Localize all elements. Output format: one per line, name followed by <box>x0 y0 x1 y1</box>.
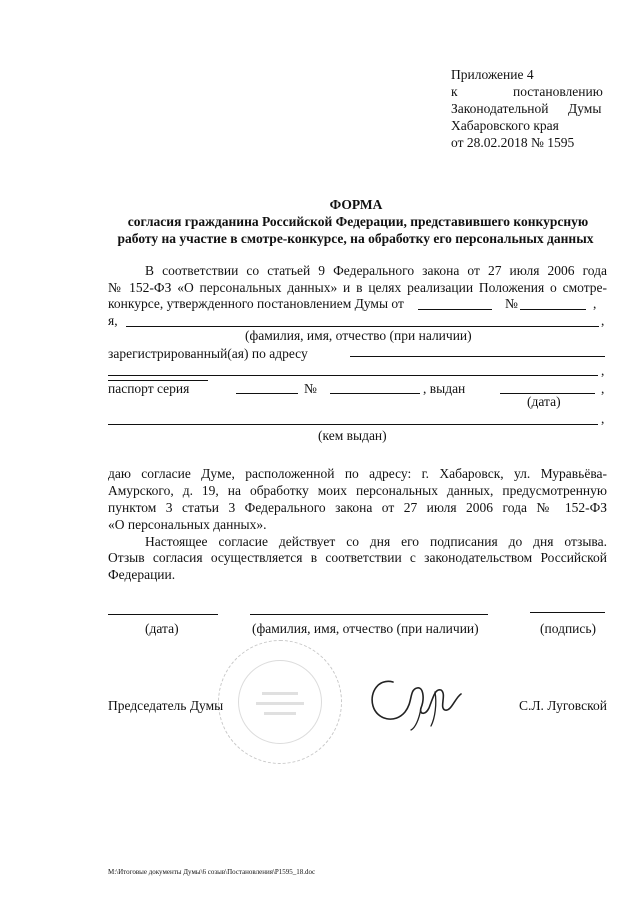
address-comma: , <box>601 363 605 378</box>
passport-number-label: № <box>304 381 317 396</box>
ya-label: я, <box>108 313 118 328</box>
appendix-k: к <box>451 84 458 99</box>
decree-date-field[interactable] <box>418 309 492 310</box>
issue-date-caption: (дата) <box>527 394 561 409</box>
address-field-2[interactable] <box>108 375 598 376</box>
passport-label-underline <box>108 380 208 381</box>
issuer-comma: , <box>601 411 605 426</box>
intro-comma: , <box>593 296 597 311</box>
consent-p2-line-2: Отзыв согласия осуществляется в соответствии с законодательством Российской <box>108 550 607 565</box>
fio-comma: , <box>601 313 605 328</box>
decree-number-field[interactable] <box>520 309 586 310</box>
consent-line-3: пунктом 3 статьи 3 Федерального закона от 27 июля 2006 года № 152-ФЗ <box>108 500 607 515</box>
chair-title: Председатель Думы <box>108 698 224 713</box>
passport-label: паспорт серия <box>108 381 190 396</box>
form-subtitle-2: работу на участие в смотре-конкурсе, на обработку его персональных данных <box>117 231 594 246</box>
sign-fio-field[interactable] <box>250 614 488 615</box>
intro-line-3: конкурсе, утвержденного постановлением Думы от <box>108 296 404 311</box>
registered-label: зарегистрированный(ая) по адресу <box>108 346 308 361</box>
address-field-1[interactable] <box>350 356 605 357</box>
signature-caption: (подпись) <box>540 621 597 636</box>
passport-comma: , <box>601 381 605 396</box>
issuer-caption: (кем выдан) <box>318 428 387 443</box>
appendix-line-1: Приложение 4 <box>451 67 534 82</box>
consent-line-2: Амурского, д. 19, на обработку моих персональных данных, предусмотренную <box>108 483 607 498</box>
consent-line-4: «О персональных данных». <box>108 517 267 532</box>
sign-fio-caption: (фамилия, имя, отчество (при наличии) <box>252 621 479 636</box>
consent-p2-line-1: Настоящее согласие действует со дня его подписания до дня отзыва. <box>145 534 607 549</box>
intro-line-1: В соответствии со статьей 9 Федерального закона от 27 июля 2006 года <box>145 263 607 278</box>
signature-field[interactable] <box>530 612 605 613</box>
chair-name: С.Л. Луговской <box>519 698 607 713</box>
footer-file-path: M:\Итоговые документы Думы\6 созыв\Постановления\P1595_18.doc <box>108 868 316 876</box>
seal-mark-2 <box>256 702 304 705</box>
passport-series-field[interactable] <box>236 393 298 394</box>
consent-p2-line-3: Федерации. <box>108 567 176 582</box>
issuer-field[interactable] <box>108 424 598 425</box>
appendix-dumy: Думы <box>568 101 602 116</box>
appendix-line-4: Хабаровского края <box>451 118 559 133</box>
sign-date-caption: (дата) <box>145 621 179 636</box>
sign-date-field[interactable] <box>108 614 218 615</box>
consent-line-1: даю согласие Думе, расположенной по адресу: г. Хабаровск, ул. Муравьёва- <box>108 466 607 481</box>
handwritten-signature <box>365 668 467 734</box>
seal-mark-1 <box>262 692 298 695</box>
form-subtitle-1: согласия гражданина Российской Федерации, представившего конкурсную <box>127 214 589 229</box>
appendix-zak: Законодательной <box>451 101 549 116</box>
seal-mark-3 <box>264 712 296 715</box>
appendix-line-5: от 28.02.2018 № 1595 <box>451 135 575 150</box>
issued-label: , выдан <box>423 381 466 396</box>
decree-number-label: № <box>505 296 518 311</box>
intro-line-2: № 152-ФЗ «О персональных данных» и в целях реализации Положения о смотре- <box>108 280 607 295</box>
fio-caption: (фамилия, имя, отчество (при наличии) <box>245 328 472 343</box>
form-title: ФОРМА <box>329 197 383 212</box>
appendix-postanovl: постановлению <box>513 84 603 99</box>
passport-number-field[interactable] <box>330 393 420 394</box>
